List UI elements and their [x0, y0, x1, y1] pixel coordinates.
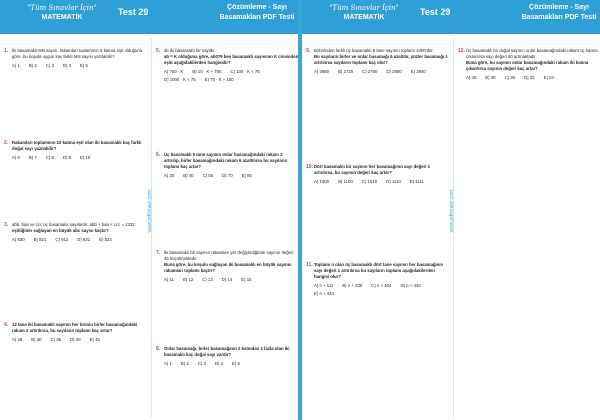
answer-options — [164, 69, 299, 83]
answer-options — [314, 283, 449, 297]
answer-option[interactable]: A) 2680 — [314, 69, 330, 74]
answer-option[interactable]: D) 1110 — [386, 179, 401, 184]
answer-option[interactable]: A) n + 111 — [314, 283, 334, 288]
answer-option[interactable]: D) 2800 — [386, 69, 402, 74]
answer-option[interactable]: E) 24 — [543, 75, 554, 80]
answer-option[interactable]: E) 45 — [89, 337, 100, 342]
answer-option[interactable]: B) n + 220 — [342, 283, 363, 288]
question-number: 5. — [156, 48, 161, 54]
question-stem: ab iki basamaklı bir sayıdır. — [164, 48, 216, 53]
answer-option[interactable]: B) 2720 — [338, 69, 354, 74]
question-block — [306, 262, 449, 297]
answer-option[interactable]: E) 5 — [80, 63, 88, 68]
answer-option[interactable]: C) 13 — [202, 277, 213, 282]
answer-option[interactable]: B) 10 · K + 750 — [192, 69, 222, 74]
page-header — [0, 0, 298, 34]
question-number: 1. — [4, 48, 9, 54]
page-title: Çözümleme - Sayı Basamakları PDF Testi — [521, 4, 597, 21]
answer-option[interactable]: A) 750 · K — [164, 69, 184, 74]
answer-option[interactable]: A) 1000 — [314, 179, 330, 184]
question-number: 6. — [156, 152, 161, 158]
question-block — [306, 164, 449, 185]
answer-option[interactable]: D) 831 — [77, 237, 91, 242]
question-block — [156, 346, 299, 367]
question-prompt: Buna göre, bu koşulu sağlayan iki basamaklı en büyük sayının rakamları toplamı kaçtır? — [164, 262, 292, 273]
answer-option[interactable]: B) 2 — [28, 63, 37, 68]
test-label: Test 29 — [118, 7, 149, 17]
answer-options — [12, 337, 147, 343]
answer-option[interactable]: B) 30 — [31, 337, 42, 342]
question-block — [306, 48, 449, 75]
brand-line2: MATEMATİK — [343, 14, 385, 21]
answer-options — [164, 277, 299, 283]
answer-option[interactable]: C) 55 — [202, 173, 214, 178]
answer-options — [466, 75, 600, 81]
question-block — [156, 48, 299, 83]
question-number: 3. — [4, 222, 9, 228]
answer-option[interactable]: C) 2760 — [362, 69, 378, 74]
answer-option[interactable]: A) 28 — [12, 337, 23, 342]
answer-option[interactable]: D) n + 440 — [400, 283, 421, 288]
answer-option[interactable]: E) 80 — [241, 173, 252, 178]
answer-option[interactable]: C) n + 404 — [371, 283, 392, 288]
watermark: www.pdfsinavi.com — [449, 190, 455, 233]
answer-option[interactable]: E) 822 — [99, 237, 112, 242]
answer-options — [12, 63, 147, 69]
answer-option[interactable]: C) 1010 — [361, 179, 378, 184]
answer-option[interactable]: E) n + 444 — [314, 291, 334, 296]
question-block — [156, 250, 299, 283]
question-prompt: ab = K olduğuna göre, ab079 beş basamaklı sayısının K cinsinden eşiti aşağıdakilerden hangisidir? — [164, 54, 299, 65]
answer-option[interactable]: E) 5 — [232, 361, 240, 366]
answer-option[interactable]: B) 7 — [28, 155, 37, 160]
answer-options — [164, 361, 299, 367]
right-page — [302, 0, 600, 420]
brand-line1: "Tüm Sınavlar İçin" — [329, 4, 399, 12]
answer-option[interactable]: E) 75 · K + 100 — [204, 77, 234, 82]
answer-option[interactable]: C) 100 · K + 75 — [230, 69, 260, 74]
question-stem: İki basamaklı bir sayının rakamları yer değiştirdiğinde sayının değeri 45 küçülmektedir. — [164, 250, 294, 261]
answer-option[interactable]: A) 6 — [12, 155, 20, 160]
answer-option[interactable]: C) 3 — [197, 361, 206, 366]
answer-option[interactable]: D) 14 — [221, 277, 233, 282]
answer-option[interactable]: B) 40 — [485, 75, 496, 80]
answer-option[interactable]: E) 10 — [80, 155, 91, 160]
answer-option[interactable]: C) 36 — [504, 75, 516, 80]
question-prompt: eşitliğinin sağlayan en büyük abc sayısı kaçtır? — [12, 228, 109, 233]
answer-option[interactable]: A) 1 — [12, 63, 20, 68]
left-page — [0, 0, 298, 420]
answer-options — [12, 237, 147, 243]
question-prompt: Buna göre, bu sayının onlar basamağındaki rakam iki katına çıkarılırsa sayının değeri kaç artar? — [466, 60, 589, 71]
answer-option[interactable]: D) 32 — [524, 75, 535, 80]
question-number: 10. — [306, 164, 313, 170]
brand-logo — [8, 4, 116, 22]
question-block — [4, 322, 147, 343]
question-stem: abb, baa ve ccc üç basamaklı sayılardır. abb + baa < ccc = 1332 — [12, 222, 135, 227]
brand-line2: MATEMATİK — [41, 14, 83, 21]
answer-option[interactable]: C) 912 — [55, 237, 69, 242]
answer-option[interactable]: D) 70 — [222, 173, 233, 178]
answer-option[interactable]: D) 4 — [214, 361, 224, 366]
question-number: 11. — [306, 262, 313, 268]
answer-option[interactable]: D) 40 — [70, 337, 81, 342]
watermark: www.pdfsinavi.com — [147, 190, 153, 233]
brand-line1: "Tüm Sınavlar İçin" — [27, 4, 97, 12]
answer-options — [314, 179, 449, 185]
answer-option[interactable]: D) 9 — [62, 155, 72, 160]
answer-option[interactable]: E) 15 — [241, 277, 252, 282]
answer-options — [164, 173, 299, 179]
answer-options — [314, 69, 449, 75]
question-prompt: Onlar basamağı, birler basamağının 2 katından 1 fazla olan iki basamaklı kaç doğal sayı vardır? — [164, 346, 290, 357]
test-label: Test 29 — [420, 7, 451, 17]
question-prompt: Rakamları toplamının 10 katına eşit olan iki basamaklı kaç farklı doğal sayı yazılabilir? — [12, 140, 142, 151]
answer-option[interactable]: A) 45 — [466, 75, 477, 80]
page-header — [302, 0, 600, 34]
answer-option[interactable]: B) 1100 — [338, 179, 353, 184]
answer-option[interactable]: A) 11 — [164, 277, 174, 282]
answer-option[interactable]: C) 36 — [50, 337, 62, 342]
question-prompt: Üç basamaklı 5 tane sayının onlar basamağındaki rakam 2 artırılıp, birler basamağındaki rakam 6 azaltılırsa bu sayıların toplamı kaç artar? — [164, 152, 288, 169]
question-number: 2. — [4, 140, 9, 146]
answer-option[interactable]: B) 821 — [33, 237, 47, 242]
question-block — [4, 222, 147, 243]
question-stem: Birbirinden farklı üç basamaklı 8 tane sayının toplamı 2400'dür. — [314, 48, 434, 53]
question-prompt: Bu sayıların birler ve onlar basamağı 5 azaltılır, yüzler basamağı 1 artırılırsa sayıların toplamı kaç olur? — [314, 54, 448, 65]
question-block — [156, 152, 299, 179]
question-block — [4, 140, 147, 161]
answer-option[interactable]: B) 40 — [183, 173, 194, 178]
question-prompt: Dört basamaklı bir sayının her basamağının sayı değeri 1 artırılırsa, bu sayının değeri kaç artar? — [314, 164, 431, 175]
question-number: 8. — [156, 346, 161, 352]
question-prompt: Toplamı n olan üç basamaklı dört tane sayının her basamağının sayı değeri 1 artırılırsa bu sayıların toplamı aşağıdakilerden hangisi olur? — [314, 262, 444, 279]
answer-option[interactable]: A) 1 — [164, 361, 172, 366]
answer-options — [12, 155, 147, 161]
answer-option[interactable]: E) 2840 — [410, 69, 426, 74]
question-block — [4, 48, 147, 69]
question-stem: İki basamaklı MN sayısı, rakamları toplamının 5 katına eşit olduğuna göre, bu koşula uygun kaç farklı MN sayısı yazılabilir? — [12, 48, 143, 59]
answer-option[interactable]: B) 2 — [180, 361, 189, 366]
brand-logo — [310, 4, 418, 22]
page-title: Çözümleme - Sayı Basamakları PDF Testi — [219, 4, 295, 21]
question-number: 12. — [458, 48, 465, 54]
answer-option[interactable]: C) 3 — [45, 63, 54, 68]
answer-option[interactable]: C) 8 — [45, 155, 54, 160]
question-number: 4. — [4, 322, 9, 328]
answer-option[interactable]: B) 12 — [182, 277, 194, 282]
question-stem: Üç basamaklı bir doğal sayının onlar basamağındaki rakam üç katına çıkarılırsa sayı değeri 60 artmaktadır. — [466, 48, 598, 59]
answer-option[interactable]: A) 930 — [12, 237, 25, 242]
answer-option[interactable]: A) 20 — [164, 173, 175, 178]
question-number: 7. — [156, 250, 161, 256]
question-prompt: 12 tane iki basamaklı sayının her birinin birler basamağındaki rakam 2 artırılırsa, bu sayıların toplamı kaç artar? — [12, 322, 138, 333]
answer-option[interactable]: E) 1111 — [409, 179, 424, 184]
answer-option[interactable]: D) 4 — [62, 63, 72, 68]
answer-option[interactable]: D) 1000 · K + 75 — [164, 77, 196, 82]
question-block — [458, 48, 600, 81]
question-number: 9. — [306, 48, 311, 54]
